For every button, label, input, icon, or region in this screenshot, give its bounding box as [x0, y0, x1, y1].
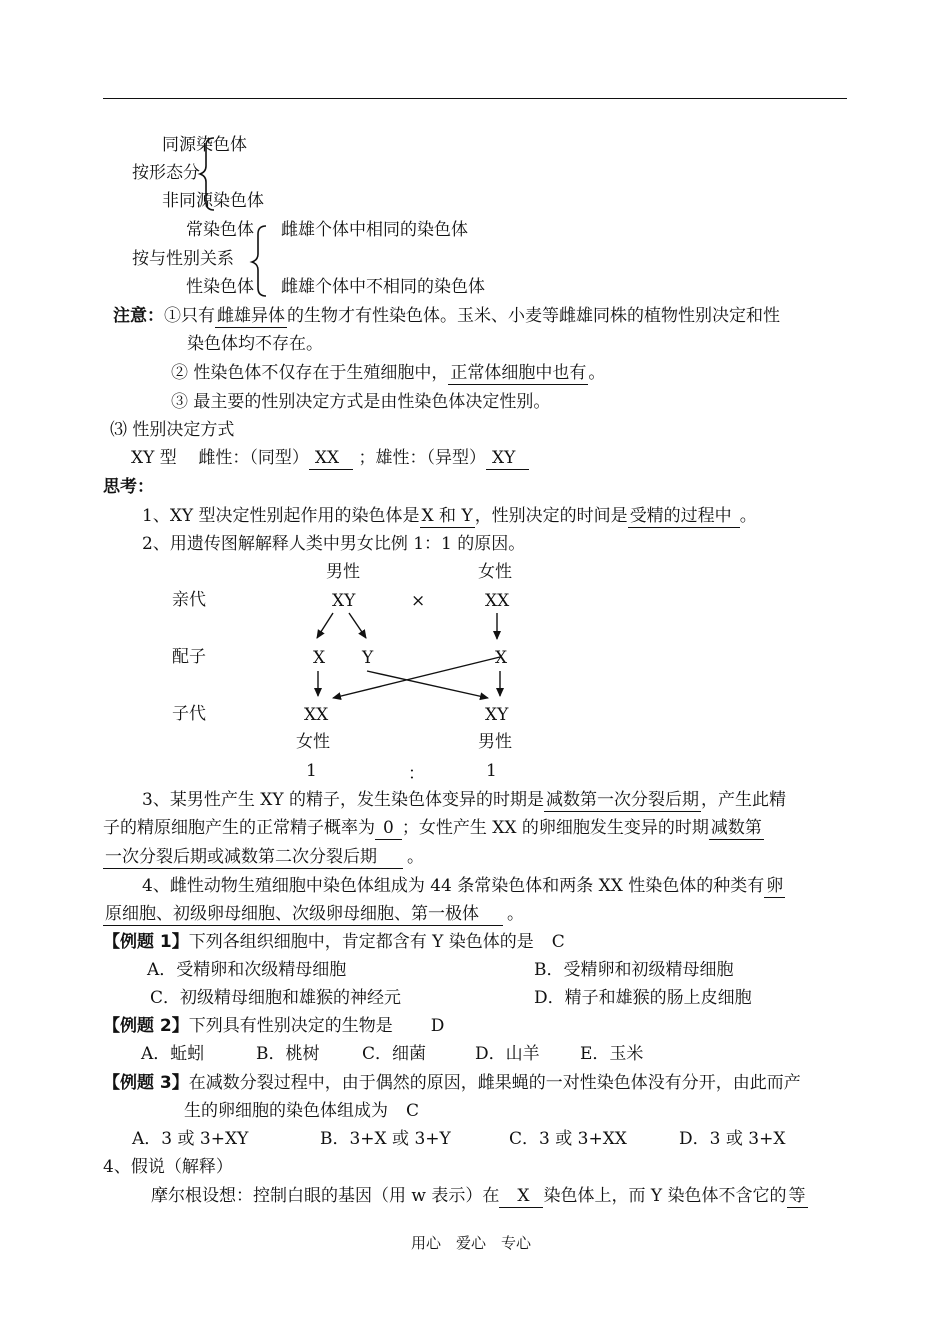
- example2-option-e: E．玉米: [580, 1044, 644, 1064]
- example3-answer: C: [406, 1101, 420, 1121]
- q1-mid: ，性别决定的时间是: [474, 506, 628, 526]
- note-item1-blank: 雌雄异体: [217, 306, 285, 326]
- q3-line1: [142, 792, 786, 809]
- example1-question: 下列各组织细胞中，肯定都含有 Y 染色体的是: [188, 932, 534, 952]
- q3-blank1: 减数第一次分裂后期: [545, 790, 699, 810]
- non-homologous-label: 非同源染色体: [162, 191, 264, 211]
- q3-mid1: ，产生此精: [700, 790, 786, 810]
- q1-pre: 1、XY 型决定性别起作用的染色体是: [142, 506, 420, 526]
- q3-line2: [103, 820, 764, 837]
- example1-option-b: B．受精卵和初级精母细胞: [534, 960, 734, 980]
- example3-label: 【例题 3】: [103, 1073, 189, 1093]
- q3-blank2: 0: [375, 818, 402, 840]
- gamete-x1: X: [313, 648, 326, 668]
- note-label: 注意: [113, 306, 147, 326]
- example3-question-line2: 生的卵细胞的染色体组成为: [184, 1101, 388, 1121]
- homologous-label: 同源染色体: [162, 135, 247, 155]
- example3-question-line1: 在减数分裂过程中，由于偶然的原因，雌果蝇的一对性染色体没有分开，由此而产: [188, 1073, 801, 1093]
- q4-blank-a: 卵: [766, 876, 784, 896]
- arrow-female-x-to-xx: [333, 657, 500, 698]
- cross-symbol: ×: [411, 591, 426, 611]
- think-label: 思考：: [103, 477, 154, 497]
- example2-label: 【例题 2】: [103, 1016, 189, 1036]
- example3-option-c: C．3 或 3+XX: [509, 1129, 627, 1149]
- q4-line1: [142, 878, 785, 895]
- ratio-colon: ：: [408, 764, 425, 784]
- xy-pre: XY 型 雌性：（同型）: [131, 448, 309, 468]
- parent-label: 亲代: [172, 590, 206, 610]
- example3-option-d: D．3 或 3+X: [679, 1129, 786, 1149]
- morgan-pre: 摩尔根设想：控制白眼的基因（用 w 表示）在: [151, 1186, 500, 1206]
- section4-title: 4、假说（解释）: [103, 1157, 233, 1177]
- morgan-blank2: 等: [788, 1186, 806, 1206]
- example3-line1: [103, 1075, 801, 1092]
- example2-option-d: D．山羊: [475, 1044, 540, 1064]
- note-item2-pre: ② 性染色体不仅存在于生殖细胞中，: [171, 363, 449, 383]
- q3-line2-pre: 子的精原细胞产生的正常精子概率为: [103, 818, 375, 838]
- gamete-x2: X: [495, 648, 508, 668]
- offspring-xy: XY: [485, 705, 509, 725]
- xy-male-blank: XY: [486, 448, 529, 470]
- offspring-xx: XX: [304, 705, 329, 725]
- sex-chromosome-label: 性染色体: [186, 277, 254, 297]
- gamete-y: Y: [362, 648, 374, 668]
- q3-pre: 3、某男性产生 XY 的精子，发生染色体变异的时期是: [142, 790, 544, 810]
- by-shape-label: 按形态分: [132, 163, 200, 183]
- parent-female: XX: [485, 591, 510, 611]
- note-item2-post: 。: [588, 363, 606, 383]
- xy-female-blank: XX: [309, 448, 353, 470]
- autosome-label: 常染色体: [186, 220, 254, 240]
- morgan-line: [151, 1188, 808, 1205]
- example1-option-a: A．受精卵和次级精母细胞: [147, 960, 347, 980]
- offspring-xy-sex: 男性: [478, 732, 512, 752]
- example1-label: 【例题 1】: [103, 932, 189, 952]
- example1-option-d: D．精子和雄猴的肠上皮细胞: [534, 988, 752, 1008]
- q3-line3: [103, 849, 424, 866]
- q3-post: 。: [407, 847, 424, 867]
- by-sex-label: 按与性别关系: [132, 249, 234, 269]
- example3-option-b: B．3+X 或 3+Y: [320, 1129, 451, 1149]
- gamete-label: 配子: [172, 647, 206, 667]
- xy-mid: ；雄性：（异型）: [358, 448, 486, 468]
- note-item1-line2: 染色体均不存在。: [187, 334, 323, 354]
- parent-male: XY: [332, 591, 356, 611]
- page-footer: 用心 爱心 专心: [411, 1234, 532, 1252]
- example1-option-c: C．初级精母细胞和雄猴的神经元: [150, 988, 402, 1008]
- q1-post: 。: [739, 506, 757, 526]
- offspring-xx-sex: 女性: [296, 732, 330, 752]
- think-q2: 2、用遗传图解解释人类中男女比例 1：1 的原因。: [142, 534, 526, 554]
- example2-question: 下列具有性别决定的生物是: [188, 1016, 393, 1036]
- example1-line: [103, 934, 565, 951]
- example2-answer: D: [430, 1016, 445, 1036]
- q4-blank-b: 原细胞、初级卵母细胞、次级卵母细胞、第一极体: [103, 904, 503, 926]
- offspring-label: 子代: [172, 704, 206, 724]
- example2-option-b: B．桃树: [256, 1044, 320, 1064]
- example2-option-a: A．蚯蚓: [141, 1044, 205, 1064]
- sex-chromosome-desc: 雌雄个体中不相同的染色体: [281, 277, 485, 297]
- ratio-2: 1: [486, 761, 497, 781]
- q4-post: 。: [507, 904, 524, 924]
- q3-blank3a: 减数第: [710, 818, 762, 838]
- note-item1-post: 的生物才有性染色体。玉米、小麦等雌雄同株的植物性别决定和性: [287, 306, 780, 326]
- q1-blank2: 受精的过程中: [628, 506, 740, 528]
- note-item3: ③ 最主要的性别决定方式是由性染色体决定性别。: [171, 392, 551, 412]
- q1-blank1: X 和 Y: [421, 506, 473, 526]
- autosome-desc: 雌雄个体中相同的染色体: [281, 220, 468, 240]
- note-item2-blank: 正常体细胞中也有: [450, 363, 587, 383]
- example1-answer: C: [551, 932, 565, 952]
- morgan-mid: 染色体上，而 Y 染色体不含它的: [543, 1186, 787, 1206]
- ratio-1: 1: [306, 761, 317, 781]
- q4-line2: [103, 906, 524, 923]
- example3-line2: [184, 1103, 419, 1120]
- note-colon: ：: [147, 306, 164, 326]
- example2-line: [103, 1018, 444, 1035]
- q3-line2-mid: ；女性产生 XX 的卵细胞发生变异的时期: [401, 818, 709, 838]
- female-header: 女性: [478, 562, 512, 582]
- example3-option-a: A．3 或 3+XY: [132, 1129, 249, 1149]
- arrow-xy-to-y: [349, 613, 366, 638]
- morgan-blank: X: [499, 1186, 543, 1208]
- example2-option-c: C．细菌: [362, 1044, 427, 1064]
- male-header: 男性: [326, 562, 360, 582]
- note-item1-pre: ①只有: [164, 306, 215, 326]
- q4-pre: 4、雌性动物生殖细胞中染色体组成为 44 条常染色体和两条 XX 性染色体的种类有: [142, 876, 765, 896]
- section3-title: ⑶ 性别决定方式: [110, 420, 235, 440]
- q3-blank3b: 一次分裂后期或减数第二次分裂后期: [103, 847, 403, 869]
- arrow-xy-to-x: [317, 613, 333, 638]
